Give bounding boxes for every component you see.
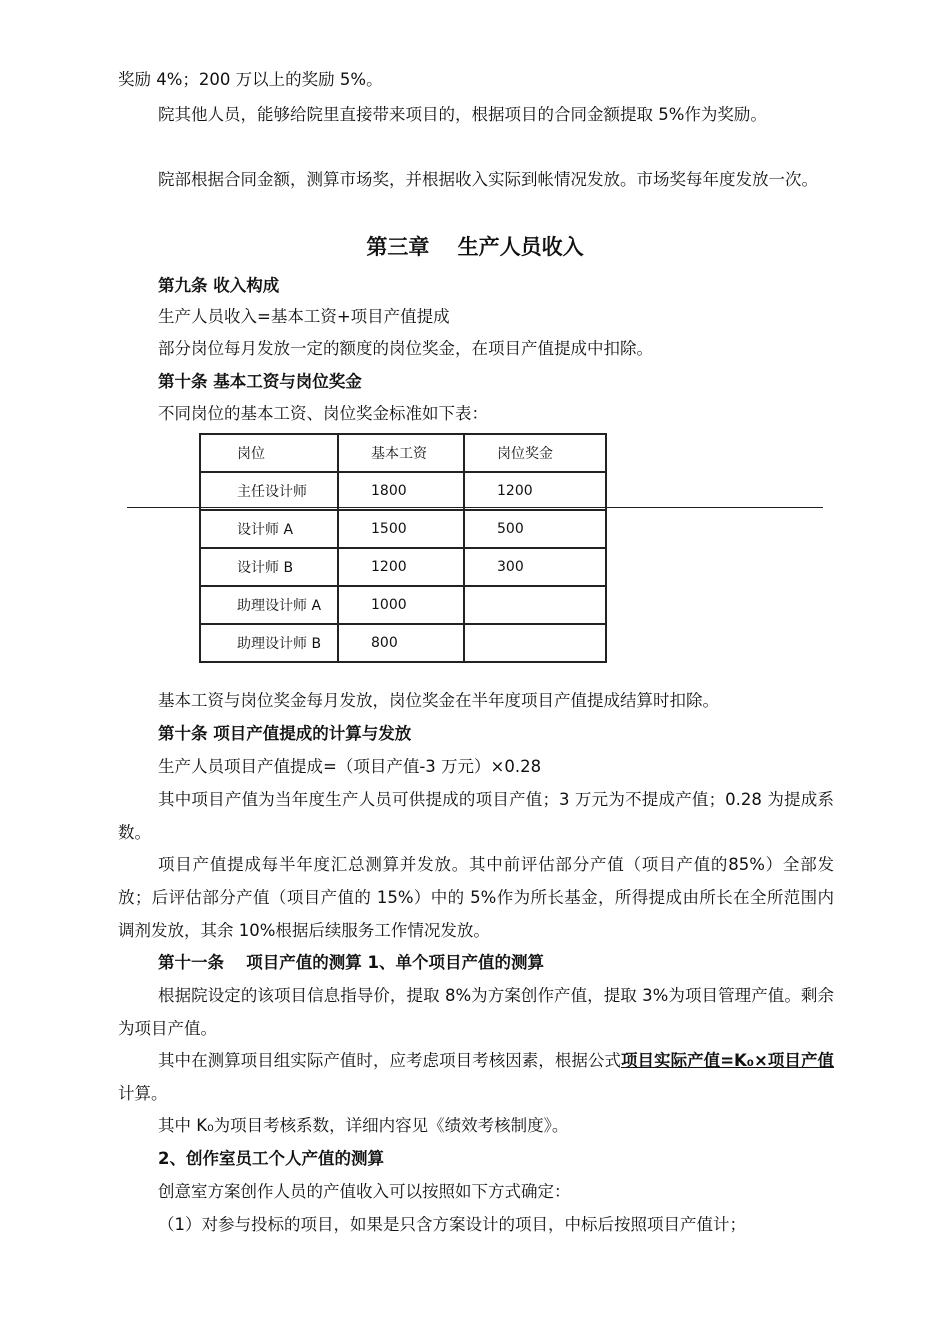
- paragraph-market-bonus: 院部根据合同金额，测算市场奖，并根据收入实际到帐情况发放。市场奖每年度发放一次。: [158, 170, 818, 189]
- article-10b-note: 其中项目产值为当年度生产人员可供提成的项目产值；3 万元为不提成产值；0.28 为提成系数。: [118, 790, 834, 842]
- table-cell: 800: [338, 624, 464, 662]
- paragraph-other-staff-reward: 院其他人员，能够给院里直接带来项目的，根据项目的合同金额提取 5%作为奖励。: [158, 105, 767, 124]
- table-header-cell: 基本工资: [338, 434, 464, 472]
- table-cell: 1500: [338, 510, 464, 548]
- article-10b-paragraph: 项目产值提成每半年度汇总测算并发放。其中前评估部分产值（项目产值的85%）全部发放；后评估部分产值（项目产值的 15%）中的 5%作为所长基金，所得提成由所长在全所范围内调剂发放，其余 10%根据后续服务工作情况发放。: [118, 855, 834, 940]
- table-cell: 助理设计师 A: [200, 586, 338, 624]
- table-row: [200, 548, 606, 586]
- table-header-cell: 岗位: [200, 434, 338, 472]
- section-2-title: 2、创作室员工个人产值的测算: [158, 1149, 384, 1168]
- article-10-intro: 不同岗位的基本工资、岗位奖金标准如下表：: [158, 404, 488, 423]
- article-11-paragraph: 根据院设定的该项目信息指导价，提取 8%为方案创作产值，提取 3%为项目管理产值。剩余为项目产值。: [118, 986, 834, 1038]
- table-cell: 设计师 B: [200, 548, 338, 586]
- table-cell: 300: [464, 548, 606, 586]
- table-cell: 1200: [338, 548, 464, 586]
- table-cell: 助理设计师 B: [200, 624, 338, 662]
- table-row: [200, 586, 606, 624]
- table-header-cell: 岗位奖金: [464, 434, 606, 472]
- table-cell: 1800: [338, 472, 464, 510]
- table-cell: 500: [464, 510, 606, 548]
- table-cell: 设计师 A: [200, 510, 338, 548]
- paragraph-reward-tail: 奖励 4%；200 万以上的奖励 5%。: [118, 70, 383, 89]
- article-9-title: 第九条 收入构成: [158, 276, 280, 295]
- article-9-note: 部分岗位每月发放一定的额度的岗位奖金，在项目产值提成中扣除。: [158, 339, 653, 358]
- table-cell: 1200: [464, 472, 606, 510]
- table-cell: [464, 586, 606, 624]
- article-9-formula: 生产人员收入=基本工资+项目产值提成: [158, 307, 450, 326]
- salary-table: [199, 433, 607, 663]
- table-row: [200, 472, 606, 510]
- formula-text: 项目实际产值=K₀×项目产值: [620, 1051, 834, 1070]
- article-11-formula-paragraph: [118, 1044, 834, 1110]
- section-2-item-1: （1）对参与投标的项目，如果是只含方案设计的项目，中标后按照项目产值计；: [158, 1215, 746, 1234]
- article-11-k-note: 其中 K₀为项目考核系数，详细内容见《绩效考核制度》。: [158, 1116, 569, 1135]
- formula-outro-text: 计算。: [118, 1084, 168, 1103]
- article-10-title: 第十条 基本工资与岗位奖金: [158, 372, 362, 391]
- table-cell: 1000: [338, 586, 464, 624]
- table-cell: [464, 624, 606, 662]
- article-10b-title: 第十条 项目产值提成的计算与发放: [158, 724, 412, 743]
- article-10b-formula: 生产人员项目产值提成=（项目产值-3 万元）×0.28: [158, 757, 542, 776]
- table-cell: 主任设计师: [200, 472, 338, 510]
- table-header-row: [200, 434, 606, 472]
- table-row: [200, 510, 606, 548]
- table-row: [200, 624, 606, 662]
- formula-intro-text: 其中在测算项目组实际产值时，应考虑项目考核因素，根据公式: [158, 1051, 621, 1070]
- section-2-intro: 创意室方案创作人员的产值收入可以按照如下方式确定：: [158, 1182, 571, 1201]
- paragraph-after-table: 基本工资与岗位奖金每月发放，岗位奖金在半年度项目产值提成结算时扣除。: [158, 691, 719, 710]
- article-11-title: 第十一条 项目产值的测算 1、单个项目产值的测算: [158, 953, 544, 972]
- chapter-title: 第三章 生产人员收入: [366, 235, 584, 259]
